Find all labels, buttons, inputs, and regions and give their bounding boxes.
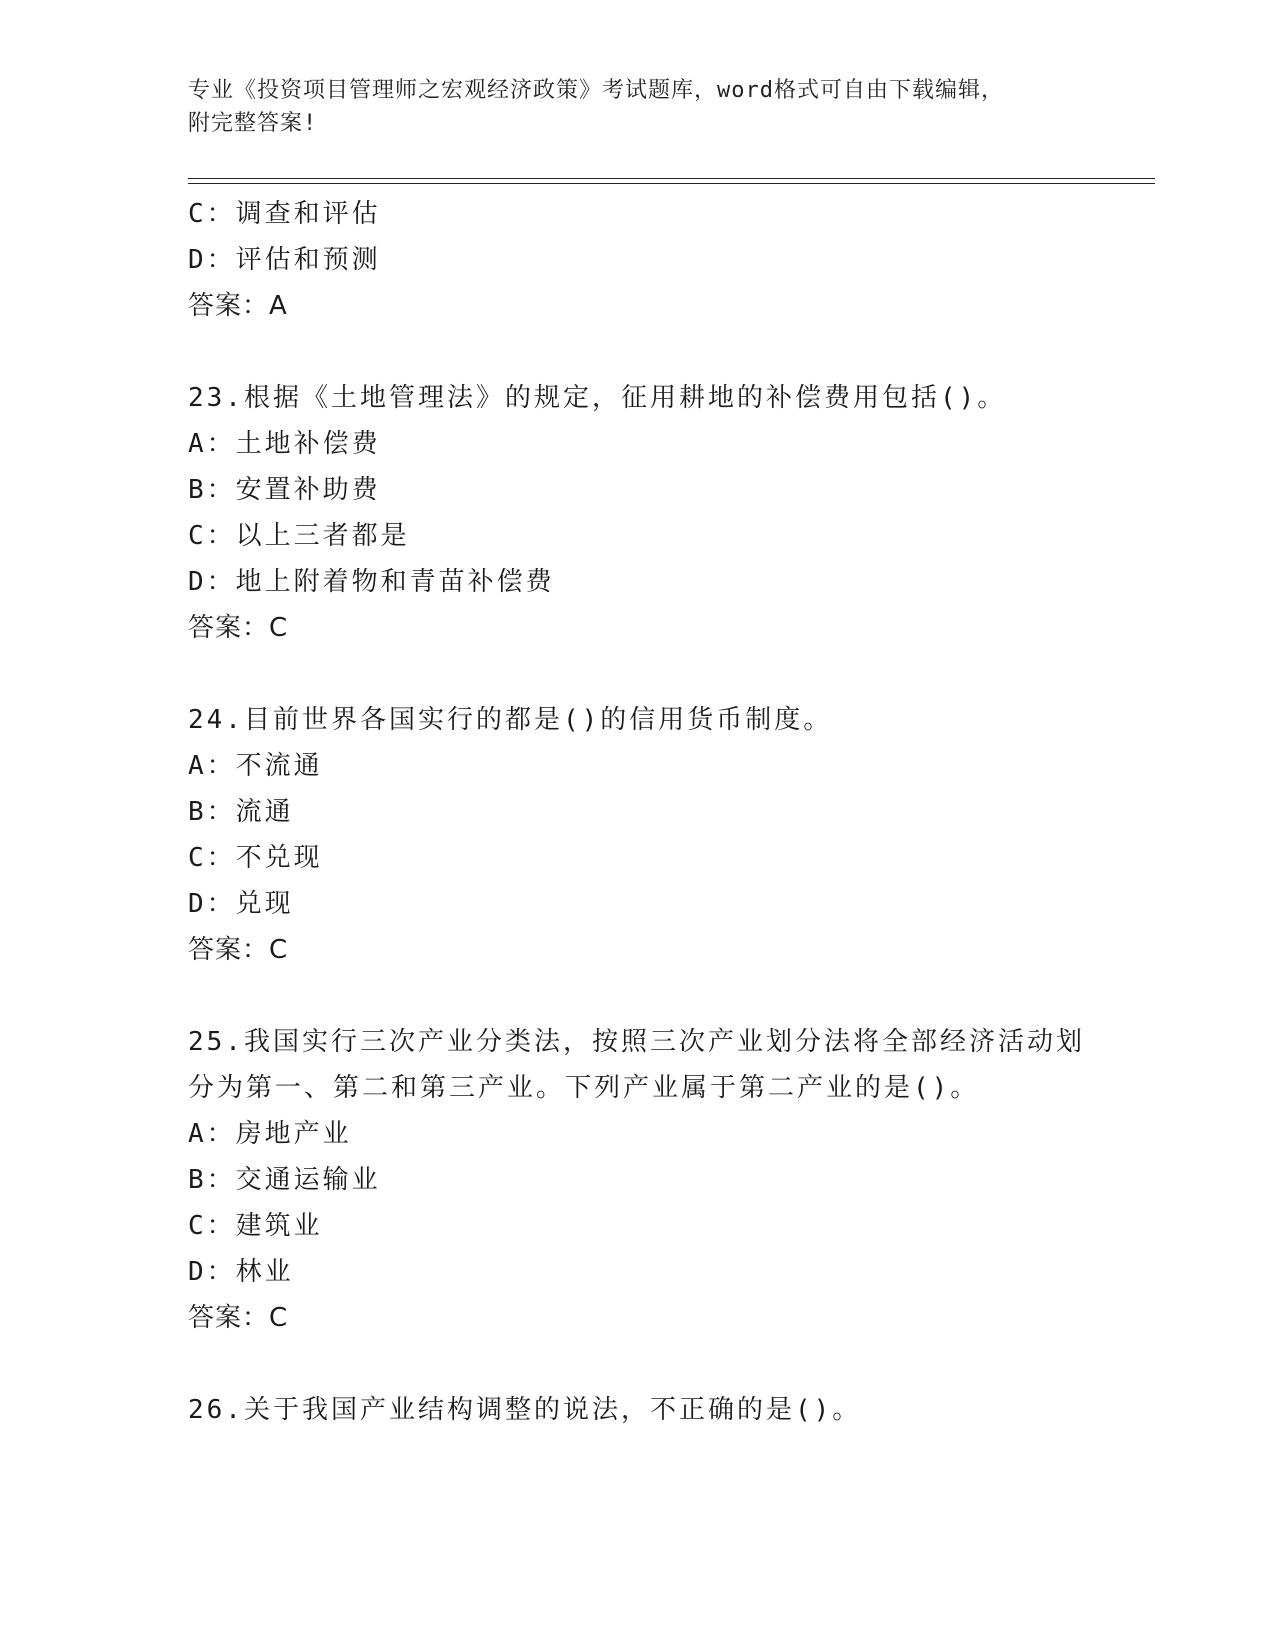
question-list bbox=[188, 191, 1148, 1433]
question-26 bbox=[188, 1387, 1148, 1433]
question-stem: 23.根据《土地管理法》的规定，征用耕地的补偿费用包括()。 bbox=[188, 383, 1007, 413]
option-b: B：安置补助费 bbox=[188, 475, 381, 505]
answer-line: 答案：C bbox=[188, 1303, 289, 1333]
option-c: C：以上三者都是 bbox=[188, 521, 410, 551]
option-d: D：林业 bbox=[188, 1257, 294, 1287]
spacer bbox=[188, 651, 1148, 697]
spacer bbox=[188, 329, 1148, 375]
question-25 bbox=[188, 1019, 1148, 1341]
option-b: B：交通运输业 bbox=[188, 1165, 381, 1195]
spacer bbox=[188, 973, 1148, 1019]
header-divider-top bbox=[188, 178, 1155, 179]
option-a: A：房地产业 bbox=[188, 1119, 352, 1149]
answer-line: 答案：A bbox=[188, 291, 288, 321]
header-line-1: 专业《投资项目管理师之宏观经济政策》考试题库，word格式可自由下载编辑， bbox=[188, 78, 1004, 103]
option-a: A：不流通 bbox=[188, 751, 323, 781]
option-d: D：兑现 bbox=[188, 889, 294, 919]
option-b: B：流通 bbox=[188, 797, 294, 827]
question-stem-line-1: 25.我国实行三次产业分类法，按照三次产业划分法将全部经济活动划 bbox=[188, 1027, 1085, 1057]
question-24 bbox=[188, 697, 1148, 973]
answer-line: 答案：C bbox=[188, 935, 289, 965]
question-stem: 26.关于我国产业结构调整的说法，不正确的是()。 bbox=[188, 1395, 862, 1425]
option-c: C：调查和评估 bbox=[188, 199, 381, 229]
document-header bbox=[188, 74, 1148, 140]
question-23 bbox=[188, 375, 1148, 651]
option-c: C：建筑业 bbox=[188, 1211, 323, 1241]
header-divider-bottom bbox=[188, 183, 1155, 184]
option-d: D：地上附着物和青苗补偿费 bbox=[188, 567, 555, 597]
spacer bbox=[188, 1341, 1148, 1387]
option-a: A：土地补偿费 bbox=[188, 429, 381, 459]
option-c: C：不兑现 bbox=[188, 843, 323, 873]
question-stem-line-2: 分为第一、第二和第三产业。下列产业属于第二产业的是()。 bbox=[188, 1073, 980, 1103]
header-line-2: 附完整答案! bbox=[188, 111, 318, 136]
question-22-continued bbox=[188, 191, 1148, 329]
answer-line: 答案：C bbox=[188, 613, 289, 643]
option-d: D：评估和预测 bbox=[188, 245, 381, 275]
question-stem: 24.目前世界各国实行的都是()的信用货币制度。 bbox=[188, 705, 833, 735]
